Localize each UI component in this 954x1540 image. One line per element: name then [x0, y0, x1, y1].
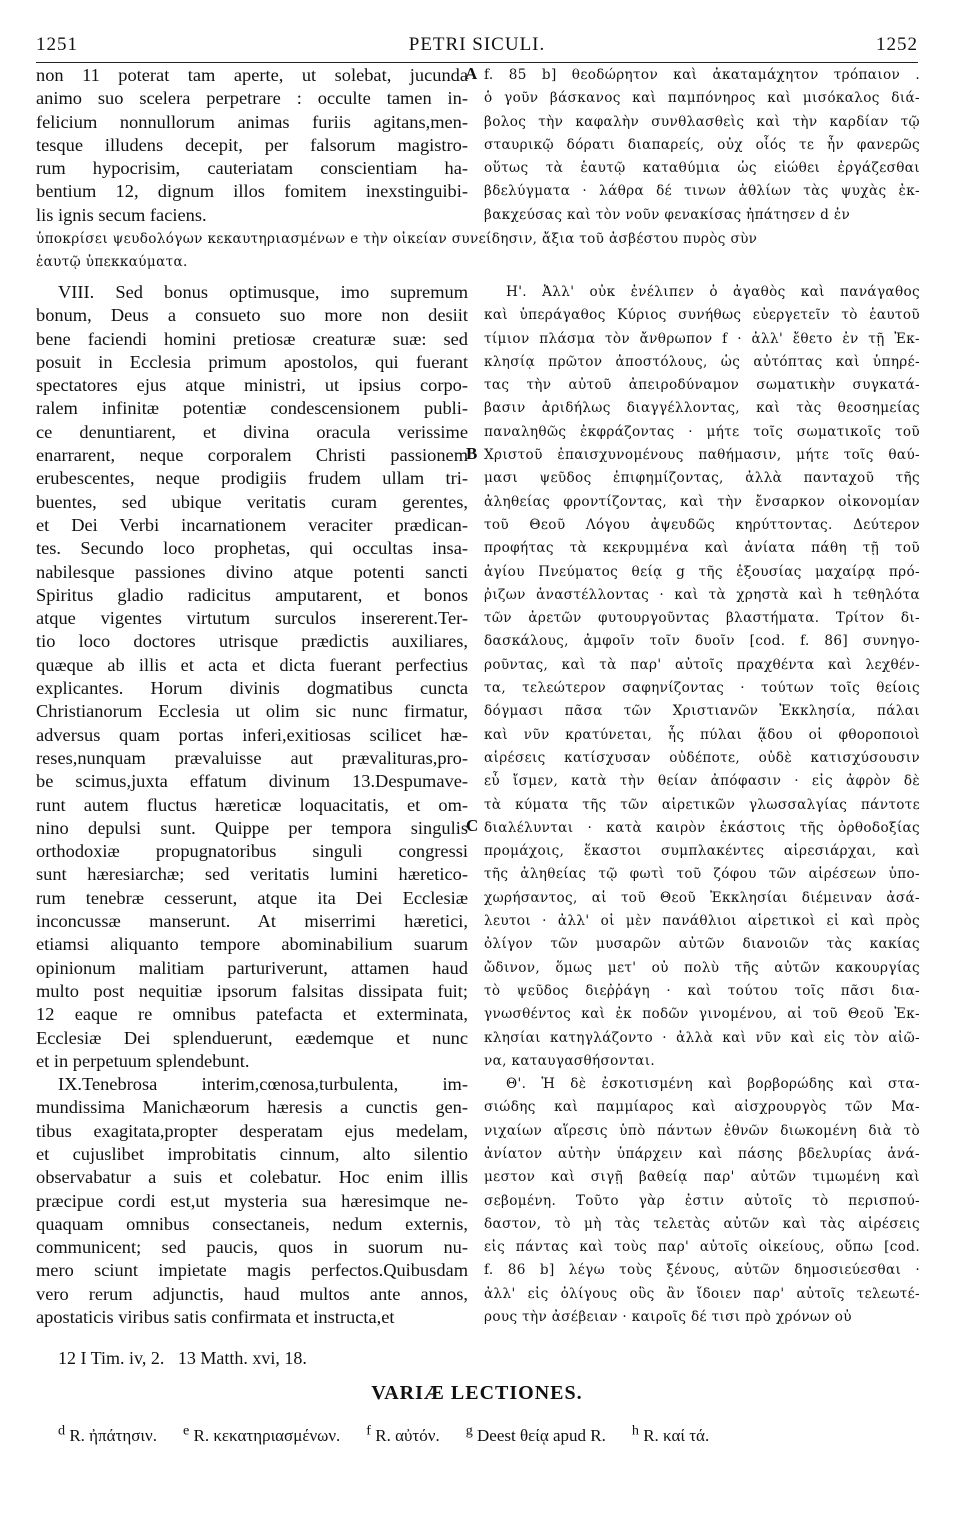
text-line: τῆς ἀληθείας τῷ φωτὶ τοῦ ζόφου τῶν αἱρέσεων ὑπο-	[484, 866, 920, 883]
text-line: κλησίᾳ πρῶτον ἀποστόλους, ὡς αὐτόπτας καὶ ὑπηρέ-	[484, 353, 920, 370]
left-page-number: 1251	[36, 34, 78, 55]
text-line: σεβομένη. Τοῦτο γὰρ ἐστιν αὐτοῖς τὸ περισπού-	[484, 1192, 920, 1209]
text-line: τοῦ Θεοῦ Λόγου ἀψευδῶς κηρύττοντας. Δεύτερον	[484, 516, 920, 533]
text-line: erubescentes, neque prodigiis frudem ullam tri-	[36, 468, 468, 489]
text-line: quaquam omnibus consectaneis, nedum externis,	[36, 1213, 468, 1234]
text-line: προφήτας τὰ κεκρυμμένα καὶ ἀνίατα πάθη τῇ τοῦ	[484, 540, 920, 557]
variant-reading	[631, 1422, 710, 1445]
text-line: διαλέλυνται · κατὰ καιρὸν ἑκάστοις τῆς ὀρθοδοξίας	[484, 819, 920, 836]
header-rule	[36, 62, 918, 63]
text-line: βολος τὴν καφαλὴν συνθλασθεὶς καὶ τὴν καρδίαν τῷ	[484, 113, 920, 130]
margin-letter-a: A	[465, 64, 478, 83]
text-line: præcipue cordi est,ut mysteria sua hæresimque ne-	[36, 1190, 468, 1211]
variant-mark: h	[631, 1422, 639, 1438]
margin-letter-c: C	[466, 816, 479, 835]
text-line: ralem infinitæ potentiæ condescensionem publi-	[36, 398, 468, 419]
text-line: βασιν ἀριδήλως διαγγέλλοντας, καὶ τὰς θεοσημείας	[484, 400, 920, 417]
full-width-line: ἑαυτῷ ὑπεκκαύματα.	[36, 254, 188, 270]
text-line: Θ'. Ἡ δὲ ἐσκοτισμένη καὶ βορβορώδης καὶ στα-	[506, 1076, 920, 1093]
text-line: λευτοι · ἀλλ' οἱ μὲν πανάθλιοι αἱρετικοὶ εἰ καὶ πρὸς	[484, 913, 920, 930]
text-line: rum tenebræ cesserunt, atque ita Dei Ecclesiæ	[36, 887, 468, 908]
text-line: τας τὴν αὐτοῦ ἀπειροδύναμον σωματικὴν συγκατά-	[484, 377, 920, 394]
text-line: tesque illudens decepit, per falsorum magistro-	[36, 134, 468, 155]
text-line: lis ignis secum faciens.	[36, 204, 207, 225]
latin-column-main	[36, 281, 468, 1329]
text-line: σταυρικῷ δόρατι διαπαρείς, οὐχ οἷός τε ἦν φανερῶς	[484, 136, 920, 153]
text-line: mundissima Manichæorum hæresis a cunctis gen-	[36, 1097, 468, 1118]
text-line: τὰ κύματα τῆς τῶν αἱρετικῶν γλωσσαλγίας πάντοτε	[484, 796, 920, 813]
text-line: f. 86 b] λέγω τοὺς ξένους, αὐτῶν δημοσιεύεσθαι ·	[484, 1262, 920, 1279]
variant-mark: f	[366, 1422, 372, 1438]
text-line: εὖ ἴσμεν, κατὰ τὴν θείαν ἀπόφασιν · εἰς ἀφρὸν δὲ	[484, 773, 920, 790]
text-line: Η'. Ἀλλ' οὐκ ἐνέλιπεν ὁ ἀγαθὸς καὶ πανάγαθος	[506, 284, 920, 300]
text-line: adversus quam portas inferi,exitiosas scilicet hæ-	[36, 724, 468, 745]
text-line: f. 85 b] θεοδώρητον καὶ ἀκαταμάχητον τρόπαιον .	[484, 67, 920, 83]
text-line: bentium 12, dignum illos fomitem inexstinguibi-	[36, 181, 468, 202]
text-line: felicium nonnullorum animas furiis agitans,men-	[36, 111, 468, 132]
text-line: ἁγίου Πνεύματος θείᾳ g τῆς ἐξουσίας μαχαίρᾳ πρό-	[484, 563, 920, 580]
text-line: Ecclesiæ Dei splenduerunt, eædemque et nunc	[36, 1027, 468, 1048]
text-line: δόγμασι πᾶσα τῶν Χριστιανῶν Ἐκκλησία, πάλαι	[484, 703, 920, 720]
text-line: atque vigentes virtutum surculos insererent.Ter-	[36, 608, 468, 629]
text-line: κλησίαι κατηγλάζοντο · ἀλλὰ καὶ νῦν καὶ εἰς τὸν αἰῶ-	[484, 1029, 920, 1046]
text-line: et in perpetuum splendebunt.	[36, 1050, 250, 1071]
text-line: vero rerum adjunctis, haud multos ante annos,	[36, 1283, 468, 1304]
text-line: VIII. Sed bonus optimusque, imo supremum	[58, 282, 468, 302]
variant-reading	[366, 1422, 440, 1445]
text-line: σιώδης καὶ παμμίαρος καὶ αἰσχρουργὸς τῶν Μα-	[484, 1099, 920, 1116]
greek-column-top	[484, 64, 920, 227]
variant-text: R. καί τά.	[643, 1425, 710, 1445]
text-line: non 11 poterat tam aperte, ut solebat, jucunda	[36, 65, 468, 85]
text-line: tio loco doctores utrisque prædictis auxiliares,	[36, 631, 468, 652]
variant-text: R. αὐτόν.	[375, 1425, 440, 1445]
text-line: καὶ νῦν κρατύνεται, ἧς πύλαι ᾅδου οἱ φθοροποιοὶ	[484, 726, 920, 743]
variant-text: Deest θείᾳ apud R.	[477, 1425, 606, 1445]
text-line: ἀληθείας φροντίζοντας, καὶ τὴν ἔνσαρκον οἰκονομίαν	[484, 493, 920, 510]
variant-reading	[58, 1422, 157, 1445]
text-line: βδελύγματα · λάθρα δέ τινων ἀθλίων τὰς ψυχὰς ἐκ-	[484, 183, 920, 200]
text-line: IX.Tenebrosa interim,cœnosa,turbulenta, im-	[58, 1074, 468, 1095]
text-line: explicantes. Horum divinis dogmatibus cuncta	[36, 678, 468, 699]
variant-mark: e	[182, 1422, 190, 1438]
text-line: δαστον, τὸ μὴ τὰς τελετὰς αὐτῶν καὶ τὰς αἱρέσεις	[484, 1215, 920, 1232]
full-width-line: ὑποκρίσει ψευδολόγων κεκαυτηριασμένων e τὴν οἰκείαν συνείδησιν, ἄξια τοῦ ἀσβέστου πυρὸς σὺν	[36, 231, 758, 247]
text-line: et cujuslibet improbitatis cinnum, alto silentio	[36, 1143, 468, 1164]
text-line: τίμιον πλάσμα τὸν ἄνθρωπον f · ἀλλ' ἔθετο ἐν τῇ Ἐκ-	[484, 330, 920, 347]
latin-column-top	[36, 64, 468, 227]
text-line: bene faciendi homini pretiosæ creaturæ suæ: sed	[36, 328, 468, 349]
text-line: rum hypocrisim, cauteriatam conscientiam ha-	[36, 158, 468, 179]
text-line: communicent; sed paucis, quos in suorum nu-	[36, 1237, 468, 1258]
variant-mark: d	[58, 1422, 66, 1438]
text-line: buentes, sed ubique veritatis curam gerentes,	[36, 491, 468, 512]
text-line: ὀλίγον τῶν μυσαρῶν αὐτῶν διανοιῶν τὰς κακίας	[484, 936, 920, 953]
margin-letter-b: B	[466, 444, 478, 463]
text-line: νιχαίων αἵρεσις ὑπὸ πάντων ἐθνῶν διωκομένη διὰ τὸ	[484, 1122, 920, 1139]
text-line: δασκάλους, ἀμφοῖν τοῖν δυοῖν [cod. f. 86] συνηγο-	[484, 633, 920, 650]
text-line: εἰς πάντας καὶ τοὺς παρ' αὐτοῖς οἰκείους, οὔπω [cod.	[484, 1239, 920, 1256]
greek-column-main	[484, 281, 920, 1329]
right-page-number: 1252	[876, 34, 918, 55]
text-line: χωρήσαντος, αἱ τοῦ Θεοῦ Ἐκκλησίαι διέμειναν ἀσά-	[484, 889, 920, 906]
text-line: Spiritus gladio radicitus amputarent, et bonos	[36, 584, 468, 605]
text-line: παναληθῶς ἐκφράζοντας · μήτε τοῖς σωματικοῖς τοῦ	[484, 423, 920, 440]
text-line: ὤδινον, ὅμως μετ' οὐ πολὺ τῆς αὐτῶν κακουργίας	[484, 959, 920, 976]
text-line: τὸ ψεῦδος διεῤῥάγη · καὶ τούτου τοῖς πᾶσι δια-	[484, 982, 920, 999]
text-line: οὕτως τὰ ἑαυτῷ καταθύμια ὡς εἰώθει ἐργάζεσθαι	[484, 160, 920, 177]
text-line: μασι ψεῦδος ἐπιφημίζοντας, ἀλλὰ πανταχοῦ τῆς	[484, 470, 920, 487]
text-line: mero sciunt impietate magis perfectos.Quibusdam	[36, 1260, 468, 1281]
text-line: opinionum malitiam parturiverunt, attamen haud	[36, 957, 468, 978]
text-line: προμάχοις, ἕκαστοι συμπλακέντες αἱρεσιάρχαι, καὶ	[484, 843, 920, 860]
text-line: Christianorum Ecclesia ut olim sic nunc firmatur,	[36, 701, 468, 722]
text-line: orthodoxiæ propugnatoribus singuli congressi	[36, 841, 468, 862]
text-line: reses,nunquam prævaluisse aut prævalituras,pro-	[36, 747, 468, 768]
text-line: βακχεύσας καὶ τὸν νοῦν φενακίσας ἠπάτησεν d ἐν	[484, 206, 851, 223]
variae-lectiones-title: VARIÆ LECTIONES.	[371, 1382, 583, 1404]
variant-reading	[465, 1422, 606, 1445]
text-line: τῶν ἀρετῶν φυτουργοῦντας βλαστήματα. Τρίτον δι-	[484, 610, 920, 627]
text-line: tibus exagitata,propter desperatam ejus medelam,	[36, 1120, 468, 1141]
text-line: inconcussæ manserunt. At miserrimi hæretici,	[36, 911, 468, 932]
text-line: μεστον καὶ σιγῇ βαθείᾳ παρ' αὐτῶν τιμωμένη καὶ	[484, 1169, 920, 1186]
text-line: ἀνίατον αὐτὴν ὑπάρχειν καὶ πάσης βδελυρίας ἀνά-	[484, 1145, 920, 1162]
text-line: nino depulsi sunt. Quippe per tempora singulis	[36, 817, 468, 838]
text-line: quæque ab illis et acta et dicta fuerant perfectius	[36, 654, 468, 675]
text-line: ὁ γοῦν βάσκανος καὶ παμπόνηρος καὶ μισόκαλος διά-	[484, 90, 920, 107]
text-line: enarrarent, neque corporalem Christi passionem	[36, 445, 468, 466]
running-title: PETRI SICULI.	[408, 34, 546, 55]
text-line: καὶ ὑπεράγαθος Κύριος συνήθως εὐεργετεῖν τὸ ἑαυτοῦ	[484, 307, 920, 324]
text-line: ἀλλ' εἰς ὀλίγους οὓς ἂν ἴδοιεν παρ' αὐτοῖς τελεωτέ-	[484, 1285, 920, 1302]
page-header	[36, 34, 918, 60]
text-line: multo post nequitiæ ipsorum falsitas dissipata fuit;	[36, 980, 468, 1001]
text-line: 12 eaque re omnibus patefacta et exterminata,	[36, 1004, 468, 1025]
text-line: ρους τὴν ἀσέβειαν · καιροῖς δέ τισι πρὸ χρόνων οὐ	[484, 1309, 852, 1326]
text-line: ῤιζων ἀναστέλλοντας · καὶ τὰ χρηστὰ καὶ h τεθηλότα	[484, 586, 920, 603]
text-line: sunt hæresiarchæ; sed veritatis lumini hæretico-	[36, 864, 468, 885]
variae-lectiones-list	[58, 1422, 735, 1446]
text-line: spectatores ejus atque ministri, ut ipsius corpo-	[36, 375, 468, 396]
text-line: animo suo scelera perpetrare : occulte tamen in-	[36, 88, 468, 109]
text-line: ce denuntiarent, et divina oracula verissime	[36, 421, 468, 442]
text-line: etiamsi aliquanto tempore abominabilium suarum	[36, 934, 468, 955]
variant-mark: g	[465, 1422, 473, 1438]
text-line: posuit in Ecclesia primum apostolos, qui fuerant	[36, 351, 468, 372]
text-line: observabatur a suis et colebatur. Hoc enim illis	[36, 1167, 468, 1188]
text-line: et Dei Verbi incarnationem veraciter prædican-	[36, 514, 468, 535]
text-line: bonum, Deus a consueto suo more non desiit	[36, 305, 468, 326]
text-line: ροῦντας, καὶ τὰ παρ' αὐτοῖς πραχθέντα καὶ λεχθέν-	[484, 656, 920, 673]
footnotes: 12 I Tim. iv, 2. 13 Matth. xvi, 18.	[58, 1348, 307, 1368]
text-line: να, καταυγασθήσονται.	[484, 1052, 656, 1069]
text-line: Χριστοῦ ἐπαισχυνομένους παθήμασιν, μήτε τοῖς θαύ-	[484, 447, 920, 464]
text-line: apostaticis viribus satis confirmata et instructa,et	[36, 1307, 395, 1328]
variant-reading	[182, 1422, 341, 1445]
text-line: αἱρέσεις κατίσχυσαν οὐδέποτε, οὐδὲ κατισχύσουσιν	[484, 749, 920, 766]
text-line: nabilesque passiones divino atque potenti sancti	[36, 561, 468, 582]
text-line: tes. Secundo loco prophetas, qui occultas insa-	[36, 538, 468, 559]
text-line: runt autem fluctus hæreticæ loquacitatis, et om-	[36, 794, 468, 815]
text-line: γνωσθέντος καὶ ἐκ ποδῶν γινομένου, αἱ τοῦ Θεοῦ Ἐκ-	[484, 1006, 920, 1023]
text-line: τα, τελεώτερον σαφηνίζοντας · τούτων τοῖς θείοις	[484, 680, 920, 697]
text-line: be scimus,juxta effatum divinum 13.Despumave-	[36, 771, 468, 792]
variant-text: R. κεκατηριασμένων.	[193, 1425, 341, 1445]
variant-text: R. ἠπάτησιν.	[69, 1425, 157, 1445]
